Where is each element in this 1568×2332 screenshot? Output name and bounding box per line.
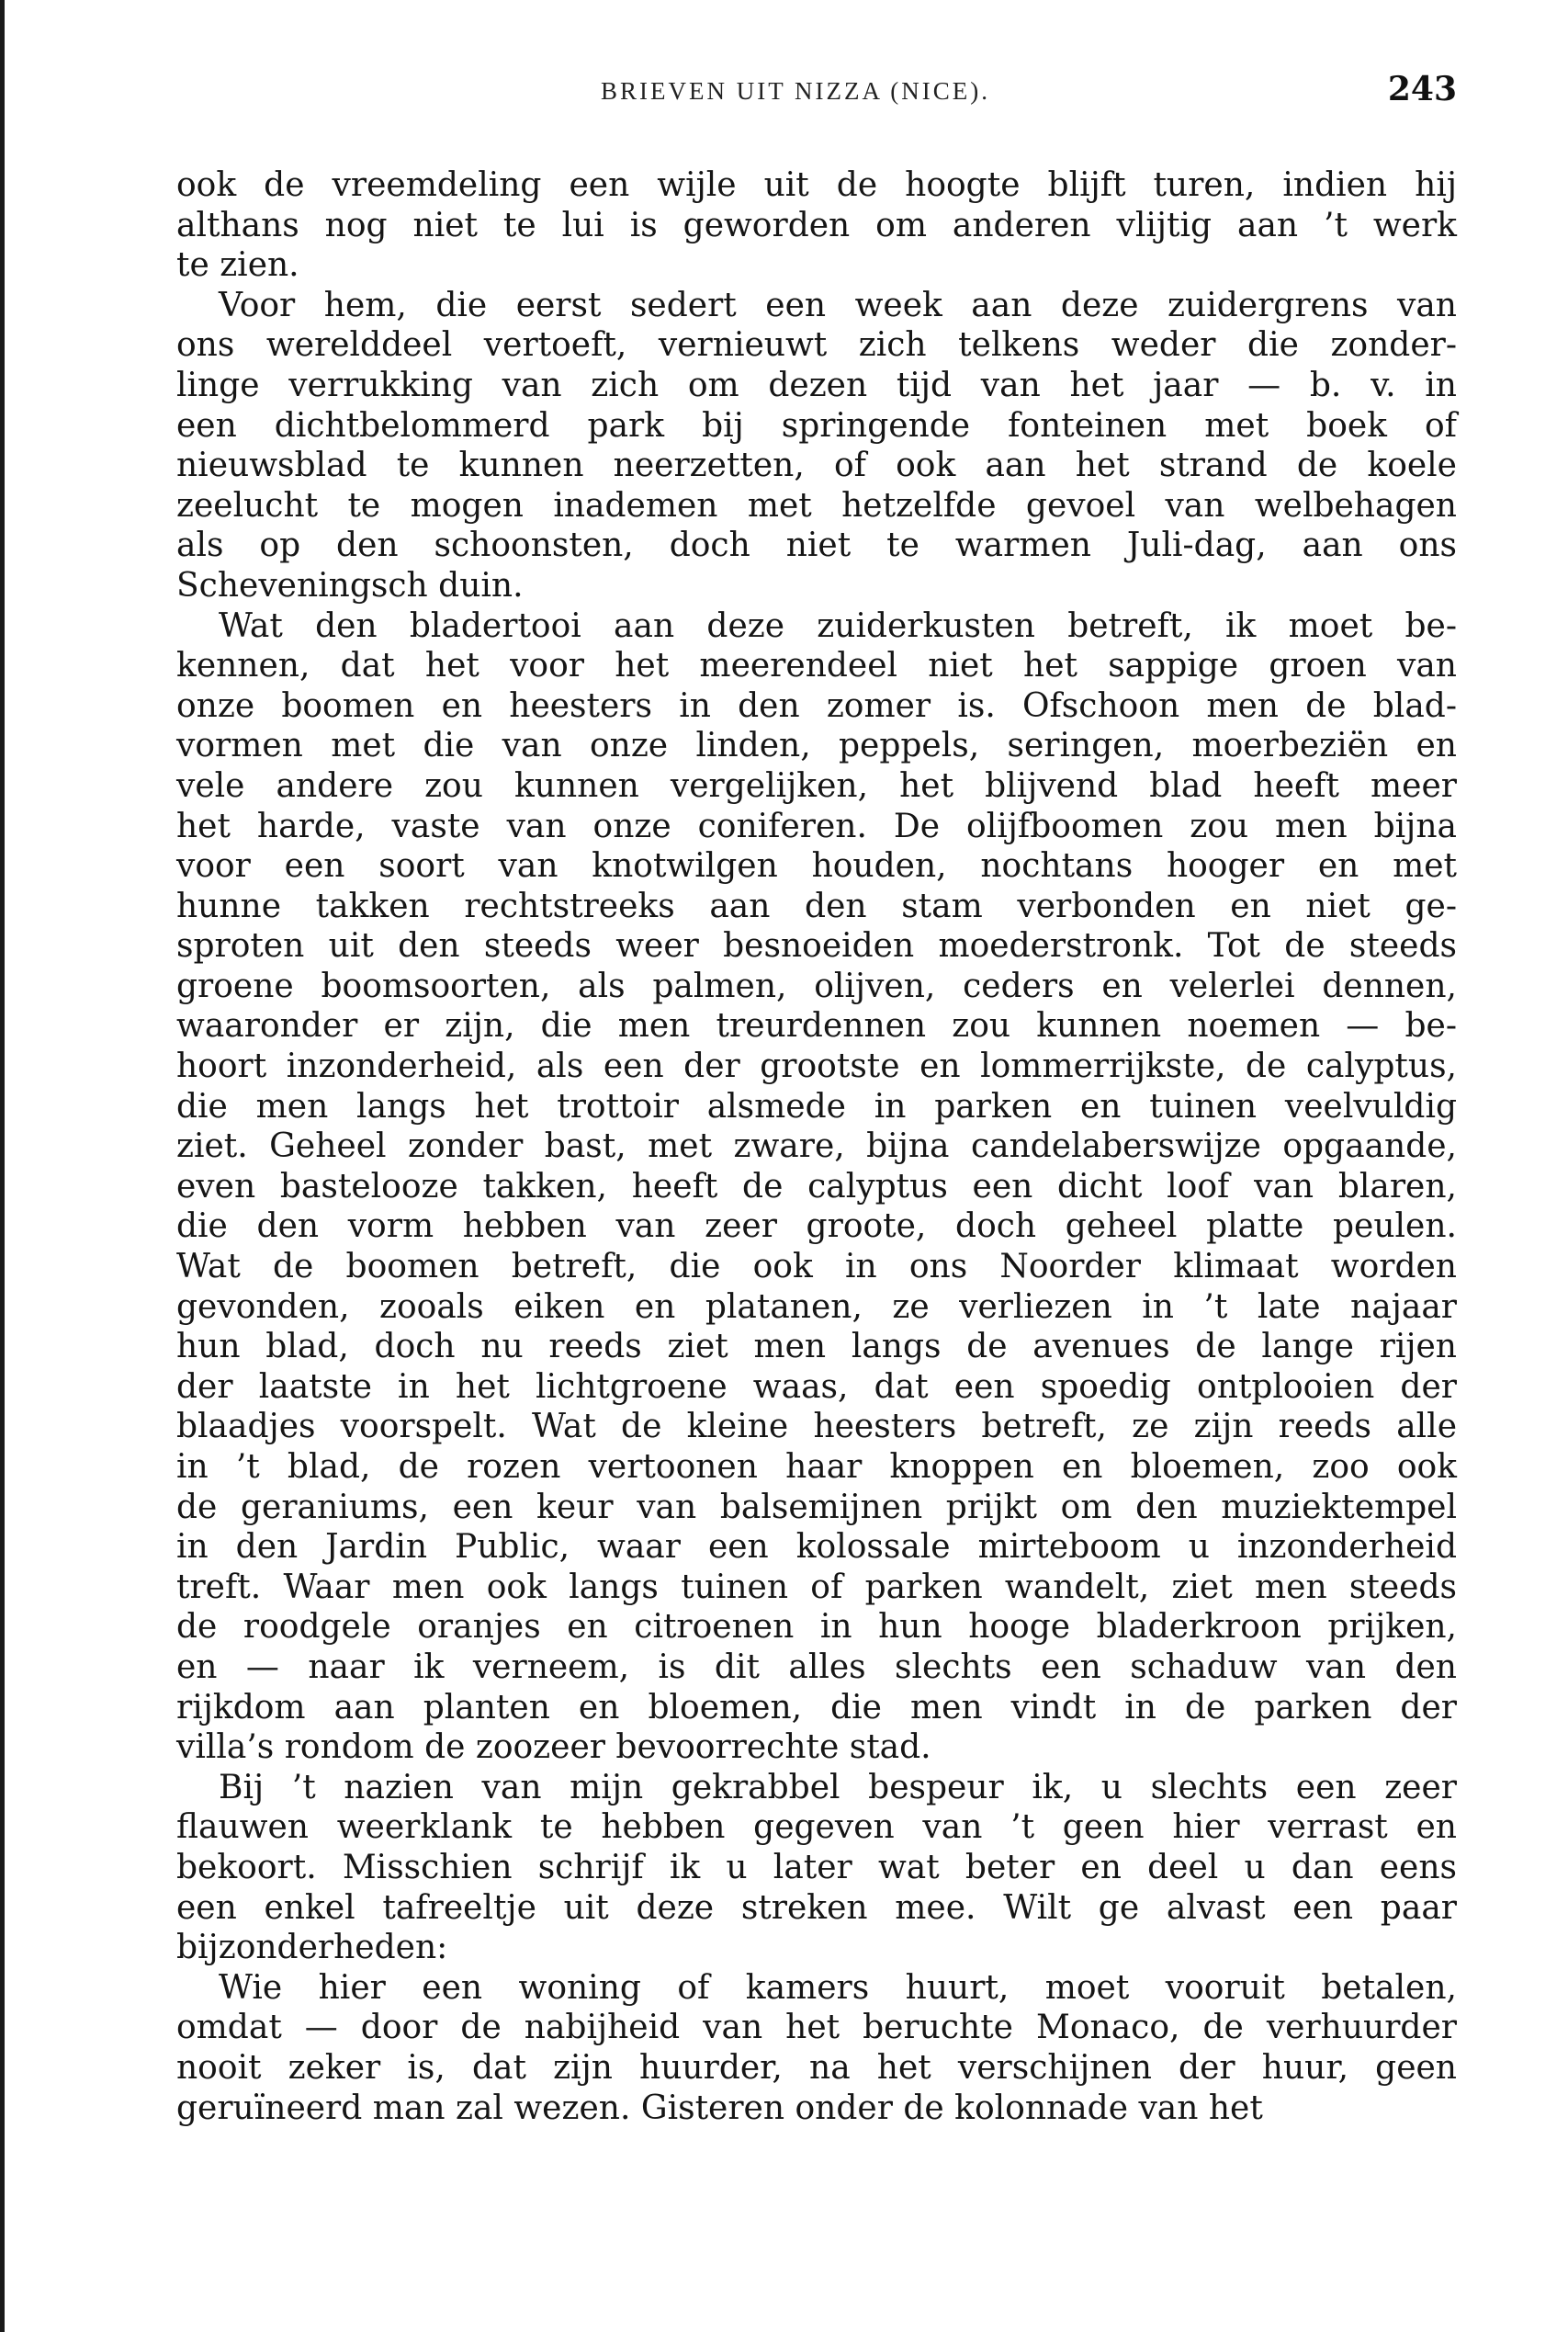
text-line: bijzonderheden: (176, 1929, 448, 1967)
text-line: bekoort. Misschien schrijf ik u later wat beter en deel u dan eens (176, 1848, 1457, 1886)
paragraph (134, 606, 1457, 1768)
running-title: BRIEVEN UIT NIZZA (NICE). (601, 77, 990, 105)
text-line: vormen met die van onze linden, peppels, seringen, moerbeziën en (176, 727, 1457, 765)
text-line: treft. Waar men ook langs tuinen of parken wandelt, ziet men steeds (176, 1568, 1457, 1606)
text-line: groene boomsoorten, als palmen, olijven, ceders en velerlei dennen, (176, 967, 1457, 1005)
text-line: Wie hier een woning of kamers huurt, moet vooruit betalen, (219, 1968, 1457, 2007)
paragraph (134, 1968, 1457, 2128)
text-line: omdat — door de nabijheid van het beruchte Monaco, de verhuurder (176, 2009, 1457, 2047)
text-line: het harde, vaste van onze coniferen. De olijfboomen zou men bijna (176, 807, 1457, 845)
text-line: even bastelooze takken, heeft de calyptus een dicht loof van blaren, (176, 1167, 1457, 1206)
text-line: de roodgele oranjes en citroenen in hun hooge bladerkroon prijken, (176, 1608, 1457, 1647)
text-line: een enkel tafreeltje uit deze streken mee. Wilt ge alvast een paar (176, 1888, 1457, 1927)
text-line: Wat de boomen betreft, die ook in ons Noorder klimaat worden (176, 1248, 1457, 1286)
text-line: flauwen weerklank te hebben gegeven van ’t geen hier verrast en (176, 1808, 1457, 1847)
text-line: hoort inzonderheid, als een der grootste en lommerrijkste, de calyptus, (176, 1047, 1457, 1086)
text-line: der laatste in het lichtgroene waas, dat een spoedig ontplooien der (176, 1367, 1457, 1406)
text-line: onze boomen en heesters in den zomer is. Ofschoon men de blad- (176, 686, 1457, 725)
text-line: villa’s rondom de zoozeer bevoorrechte stad. (176, 1728, 931, 1767)
text-line: ziet. Geheel zonder bast, met zware, bijna candelaberswijze opgaande, (176, 1127, 1457, 1166)
text-line: ook de vreemdeling een wijle uit de hoogte blijft turen, indien hij (176, 166, 1457, 204)
text-line: die men langs het trottoir alsmede in parken en tuinen veelvuldig (176, 1087, 1457, 1126)
text-line: Wat den bladertooi aan deze zuiderkusten betreft, ik moet be- (219, 606, 1457, 645)
text-line: waaronder er zijn, die men treurdennen zou kunnen noemen — be- (176, 1007, 1457, 1046)
paragraph (134, 286, 1457, 606)
text-line: een dichtbelommerd park bij springende fonteinen met boek of (176, 406, 1457, 445)
paragraph (134, 165, 1457, 286)
text-line: rijkdom aan planten en bloemen, die men vindt in de parken der (176, 1688, 1457, 1726)
text-line: blaadjes voorspelt. Wat de kleine heesters betreft, ze zijn reeds alle (176, 1408, 1457, 1446)
text-line: voor een soort van knotwilgen houden, nochtans hooger en met (176, 847, 1457, 886)
text-line: geruïneerd man zal wezen. Gisteren onder de kolonnade van het (176, 2089, 1263, 2127)
body-text (134, 165, 1457, 2128)
text-line: en — naar ik verneem, is dit alles slechts een schaduw van den (176, 1647, 1457, 1686)
text-line: Scheveningsch duin. (176, 566, 524, 605)
text-line: althans nog niet te lui is geworden om anderen vlijtig aan ’t werk (176, 206, 1457, 244)
scan-edge (0, 0, 5, 2332)
page-header (134, 70, 1457, 125)
text-line: gevonden, zooals eiken en platanen, ze verliezen in ’t late najaar (176, 1287, 1457, 1326)
text-line: nooit zeker is, dat zijn huurder, na het verschijnen der huur, geen (176, 2048, 1457, 2087)
text-line: ons werelddeel vertoeft, vernieuwt zich telkens weder die zonder- (176, 326, 1457, 365)
text-line: Bij ’t nazien van mijn gekrabbel bespeur ik, u slechts een zeer (219, 1768, 1457, 1806)
text-line: de geraniums, een keur van balsemijnen prijkt om den muziektempel (176, 1488, 1457, 1526)
text-line: sproten uit den steeds weer besnoeiden moederstronk. Tot de steeds (176, 927, 1457, 966)
text-line: zeelucht te mogen inademen met hetzelfde gevoel van welbehagen (176, 486, 1457, 525)
text-line: te zien. (176, 246, 299, 285)
text-line: linge verrukking van zich om dezen tijd van het jaar — b. v. in (176, 366, 1457, 404)
text-line: hun blad, doch nu reeds ziet men langs de avenues de lange rijen (176, 1328, 1457, 1366)
text-line: in den Jardin Public, waar een kolossale mirteboom u inzonderheid (176, 1528, 1457, 1567)
text-line: hunne takken rechtstreeks aan den stam verbonden en niet ge- (176, 887, 1457, 925)
text-line: Voor hem, die eerst sedert een week aan deze zuidergrens van (219, 286, 1457, 324)
text-line: in ’t blad, de rozen vertoonen haar knoppen en bloemen, zoo ook (176, 1448, 1457, 1486)
text-line: nieuwsblad te kunnen neerzetten, of ook aan het strand de koele (176, 447, 1457, 485)
paragraph (134, 1768, 1457, 1968)
text-line: vele andere zou kunnen vergelijken, het blijvend blad heeft meer (176, 766, 1457, 805)
text-line: als op den schoonsten, doch niet te warmen Juli-dag, aan ons (176, 526, 1457, 565)
page-number: 243 (1387, 70, 1457, 108)
text-line: kennen, dat het voor het meerendeel niet het sappige groen van (176, 647, 1457, 685)
text-line: die den vorm hebben van zeer groote, doch geheel platte peulen. (176, 1207, 1457, 1246)
